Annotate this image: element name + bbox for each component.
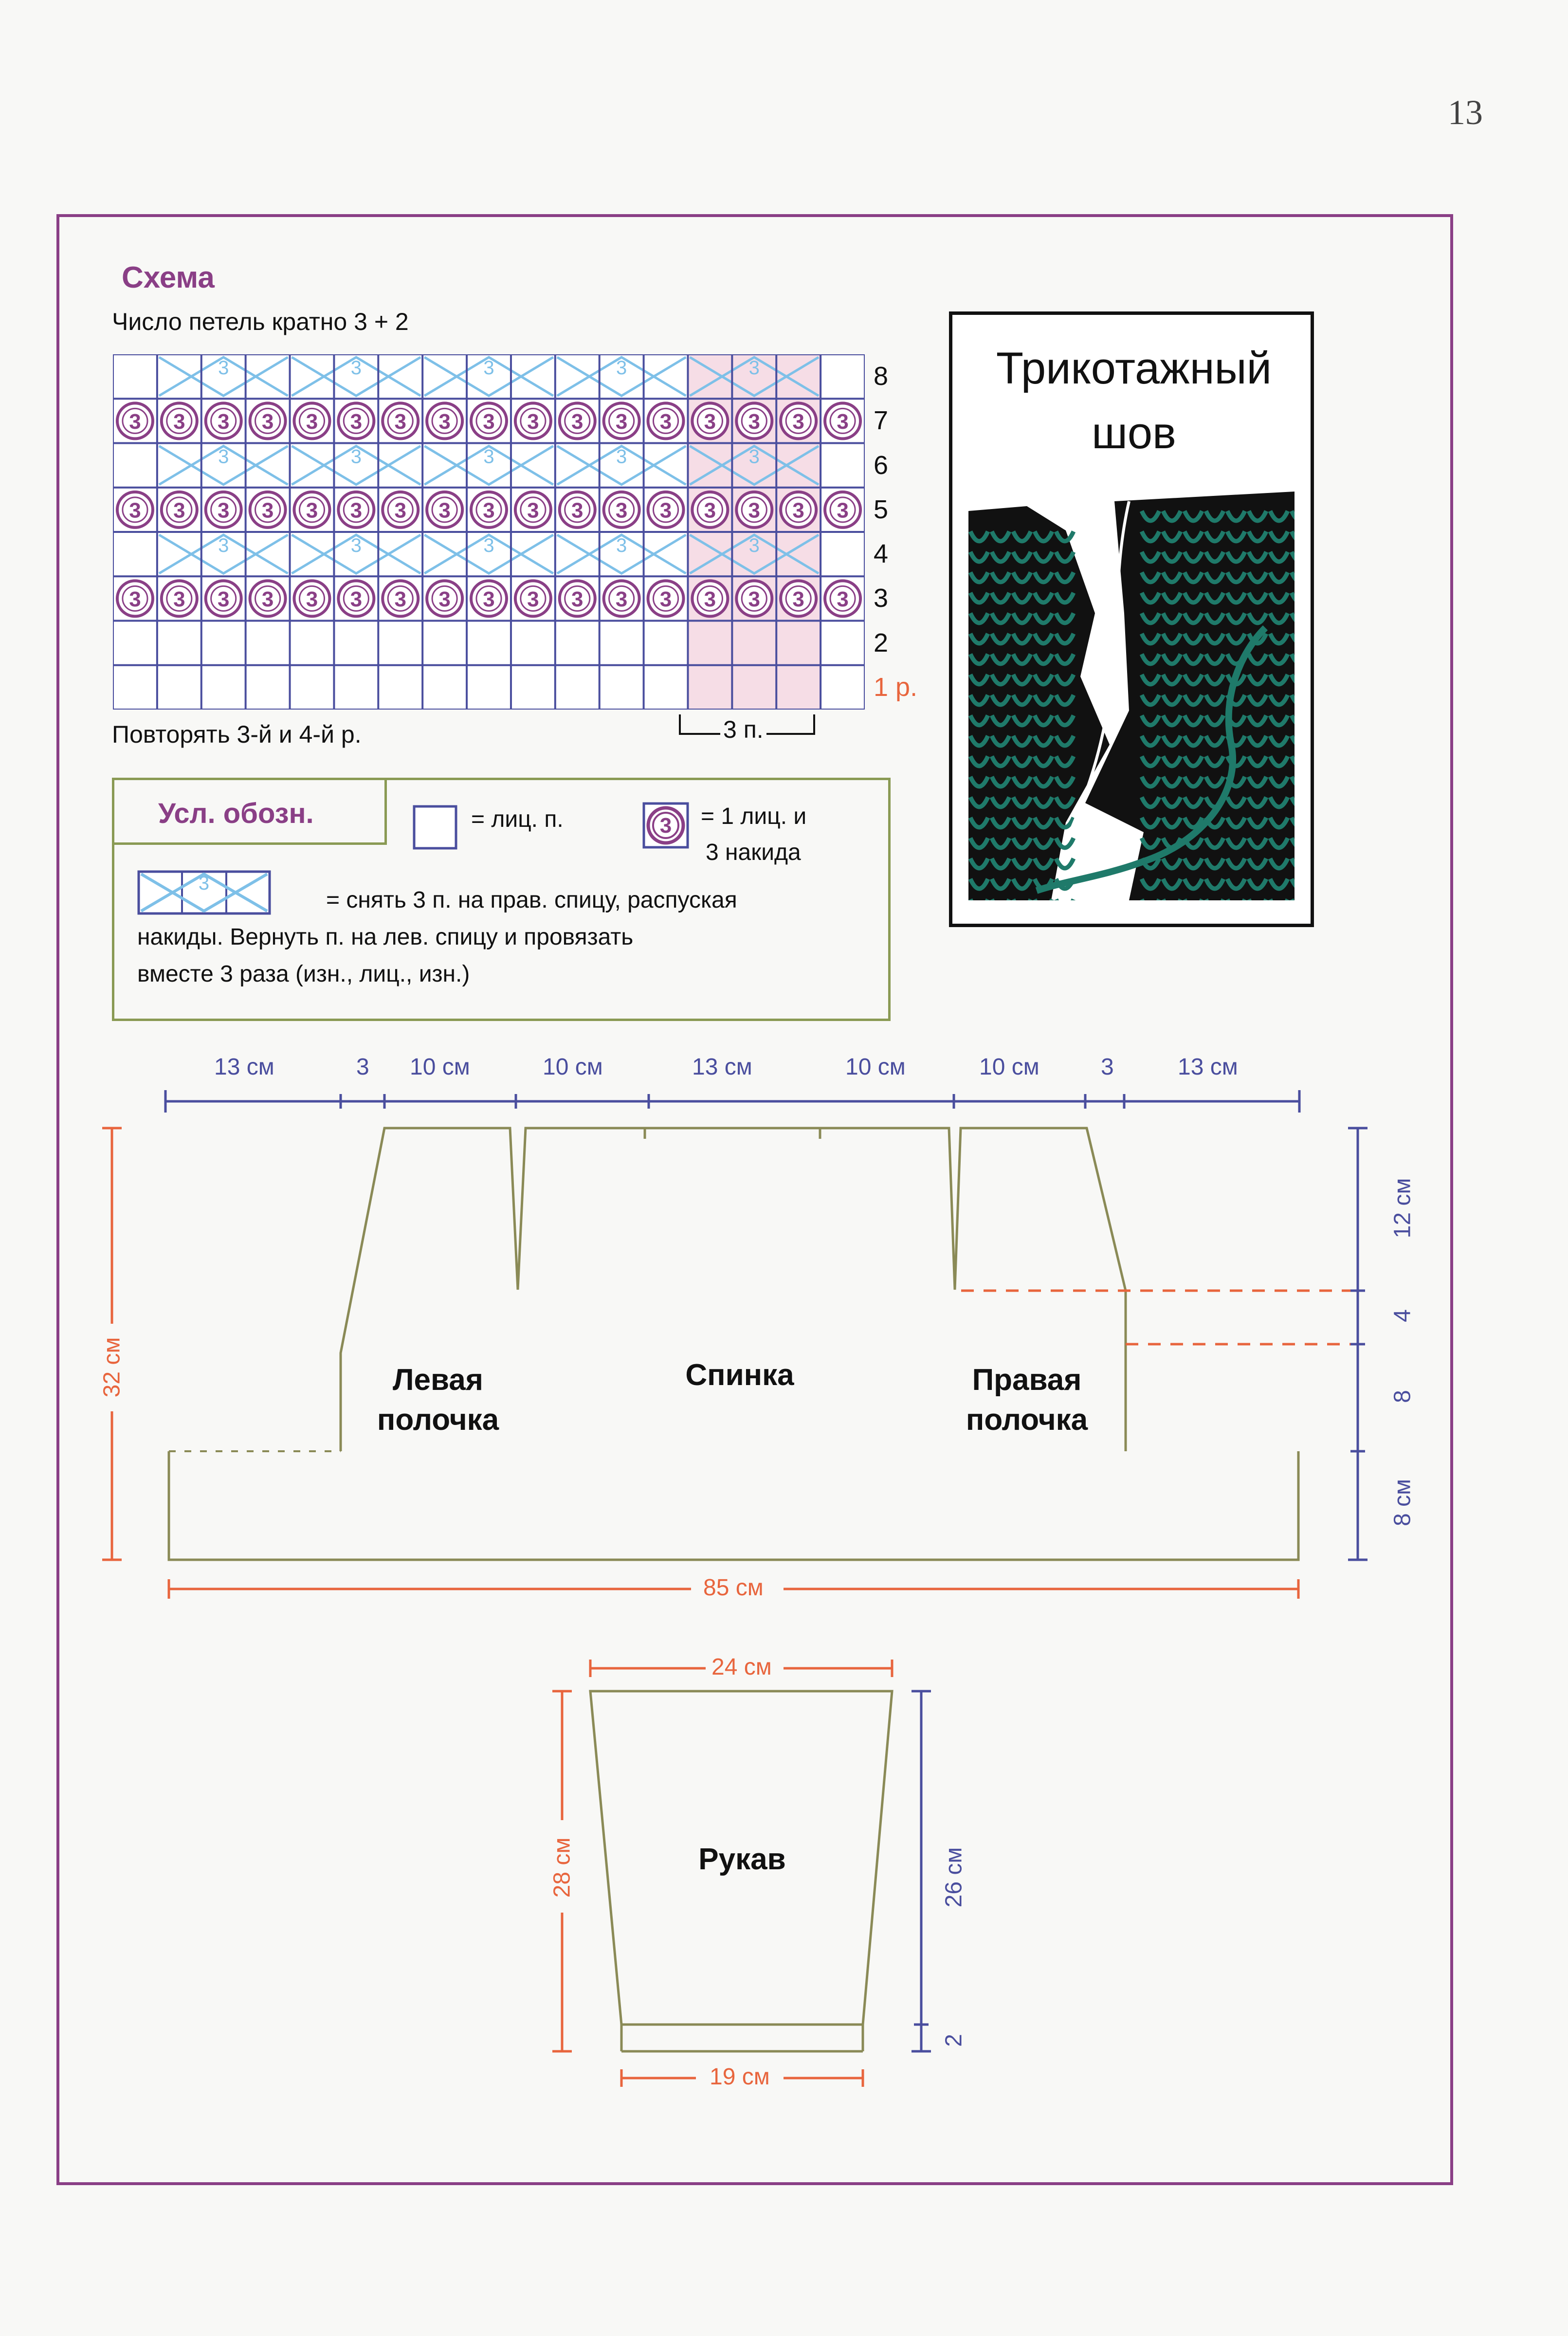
svg-text:3: 3 — [616, 535, 627, 557]
svg-text:3: 3 — [616, 357, 627, 379]
svg-text:3: 3 — [217, 587, 230, 611]
svg-text:3: 3 — [571, 409, 583, 434]
chart-row-number: 6 — [874, 450, 889, 480]
svg-text:3: 3 — [704, 409, 716, 434]
photo-title-line2: шов — [1092, 408, 1176, 458]
svg-text:3: 3 — [217, 409, 230, 434]
svg-text:3: 3 — [261, 409, 274, 434]
repeat-width-label: 3 п. — [720, 715, 766, 744]
back-label: Спинка — [685, 1358, 794, 1392]
chart-row-number: 4 — [874, 539, 889, 568]
svg-text:3: 3 — [615, 587, 628, 611]
chart-row-number: 2 — [874, 628, 889, 657]
svg-text:3: 3 — [748, 535, 760, 557]
sleeve-label: Рукав — [698, 1843, 786, 1876]
svg-text:3: 3 — [217, 498, 230, 523]
svg-text:3: 3 — [748, 587, 761, 611]
svg-text:3: 3 — [571, 498, 583, 523]
svg-text:3: 3 — [837, 409, 849, 434]
dim-top-8: 3 — [1101, 1054, 1114, 1080]
svg-text:3: 3 — [173, 498, 185, 523]
dim-top-2: 3 — [356, 1054, 369, 1080]
chart-row-number: 7 — [874, 406, 889, 436]
svg-text:3: 3 — [394, 587, 406, 611]
sleeve-left-height: 28 см — [549, 1837, 575, 1898]
svg-text:3: 3 — [218, 357, 229, 379]
svg-text:3: 3 — [129, 587, 141, 611]
svg-text:3: 3 — [659, 409, 672, 434]
sleeve-bottom-width: 19 см — [710, 2064, 770, 2090]
svg-text:3: 3 — [394, 409, 406, 434]
svg-text:3: 3 — [173, 409, 185, 434]
dim-bottom-width: 85 см — [703, 1575, 764, 1601]
cross-stitch-label-line2: накиды. Вернуть п. на лев. спицу и провязать — [137, 924, 634, 950]
chart-subtitle: Число петель кратно 3 + 2 — [112, 308, 409, 335]
svg-text:3: 3 — [792, 498, 804, 523]
sleeve-top-width: 24 см — [711, 1654, 772, 1680]
svg-text:3: 3 — [704, 587, 716, 611]
knit-stitch-label: = лиц. п. — [471, 806, 564, 832]
svg-text:3: 3 — [438, 409, 451, 434]
sleeve-right-height: 26 см — [941, 1847, 967, 1908]
svg-text:3: 3 — [616, 446, 627, 468]
chart-row-number: 3 — [874, 584, 889, 613]
svg-text:3: 3 — [615, 409, 628, 434]
svg-text:3: 3 — [350, 357, 362, 379]
svg-text:3: 3 — [792, 587, 804, 611]
svg-text:3: 3 — [483, 357, 494, 379]
svg-text:3: 3 — [350, 498, 363, 523]
svg-text:3: 3 — [837, 587, 849, 611]
dim-top-3: 10 см — [410, 1054, 470, 1080]
top-dimension-line — [165, 1090, 1299, 1113]
dim-right-4: 8 см — [1389, 1478, 1416, 1527]
body-bottom-outline — [169, 1451, 1298, 1560]
dim-top-9: 13 см — [1178, 1054, 1238, 1080]
dim-left-height: 32 см — [99, 1337, 125, 1398]
svg-text:3: 3 — [748, 409, 761, 434]
svg-text:3: 3 — [483, 535, 494, 557]
svg-text:3: 3 — [306, 498, 318, 523]
dim-top-1: 13 см — [214, 1054, 274, 1080]
svg-text:3: 3 — [261, 587, 274, 611]
svg-text:3: 3 — [659, 587, 672, 611]
chart-row-number: 1 р. — [874, 672, 918, 702]
left-front-label-line2: полочка — [377, 1403, 499, 1437]
chart-title: Схема — [122, 261, 215, 294]
svg-text:3: 3 — [659, 498, 672, 523]
svg-text:3: 3 — [527, 498, 539, 523]
dim-top-5: 13 см — [692, 1054, 752, 1080]
svg-text:3: 3 — [173, 587, 185, 611]
chart-repeat-note: Повторять 3-й и 4-й р. — [112, 721, 362, 748]
right-front-label-line2: полочка — [966, 1403, 1088, 1437]
svg-text:3: 3 — [306, 587, 318, 611]
svg-text:3: 3 — [350, 587, 363, 611]
svg-text:3: 3 — [350, 409, 363, 434]
svg-text:3: 3 — [350, 446, 362, 468]
svg-text:3: 3 — [615, 498, 628, 523]
left-front-label-line1: Левая — [393, 1363, 483, 1397]
circle-stitch-label-line2: 3 накида — [706, 840, 801, 865]
svg-text:3: 3 — [483, 409, 495, 434]
dim-top-6: 10 см — [845, 1054, 906, 1080]
dim-top-7: 10 см — [979, 1054, 1039, 1080]
page-number: 13 — [1448, 93, 1483, 132]
cross-stitch-label-line1: = снять 3 п. на прав. спицу, распуская — [326, 887, 737, 913]
dim-right-1: 12 см — [1389, 1178, 1416, 1239]
circle-symbol-text: 3 — [659, 814, 672, 838]
svg-text:3: 3 — [483, 498, 495, 523]
photo-title-line1: Трикотажный — [996, 344, 1272, 393]
dim-top-4: 10 см — [543, 1054, 603, 1080]
svg-text:3: 3 — [350, 535, 362, 557]
svg-text:3: 3 — [748, 446, 760, 468]
svg-text:3: 3 — [527, 409, 539, 434]
svg-text:3: 3 — [394, 498, 406, 523]
chart-row-number: 8 — [874, 362, 889, 391]
svg-text:3: 3 — [483, 587, 495, 611]
dim-right-2: 4 — [1389, 1309, 1416, 1322]
chart-row-number: 5 — [874, 494, 889, 524]
svg-text:3: 3 — [571, 587, 583, 611]
svg-text:3: 3 — [218, 535, 229, 557]
dim-right-3: 8 — [1389, 1390, 1416, 1403]
circle-stitch-label-line1: = 1 лиц. и — [701, 803, 807, 829]
right-front-label-line1: Правая — [972, 1363, 1082, 1397]
svg-text:3: 3 — [483, 446, 494, 468]
cross-symbol-text: 3 — [198, 873, 210, 894]
svg-text:3: 3 — [261, 498, 274, 523]
svg-text:3: 3 — [748, 357, 760, 379]
svg-text:3: 3 — [792, 409, 804, 434]
svg-text:3: 3 — [837, 498, 849, 523]
svg-text:3: 3 — [129, 409, 141, 434]
svg-text:3: 3 — [527, 587, 539, 611]
svg-text:3: 3 — [129, 498, 141, 523]
svg-text:3: 3 — [438, 587, 451, 611]
right-dimension-line — [1348, 1128, 1367, 1560]
svg-text:3: 3 — [748, 498, 761, 523]
legend-title: Усл. обозн. — [158, 798, 314, 829]
sleeve-cuff-height: 2 — [941, 2034, 967, 2047]
cross-stitch-label-line3: вместе 3 раза (изн., лиц., изн.) — [137, 961, 470, 987]
svg-text:3: 3 — [438, 498, 451, 523]
svg-text:3: 3 — [704, 498, 716, 523]
svg-text:3: 3 — [218, 446, 229, 468]
svg-text:3: 3 — [306, 409, 318, 434]
